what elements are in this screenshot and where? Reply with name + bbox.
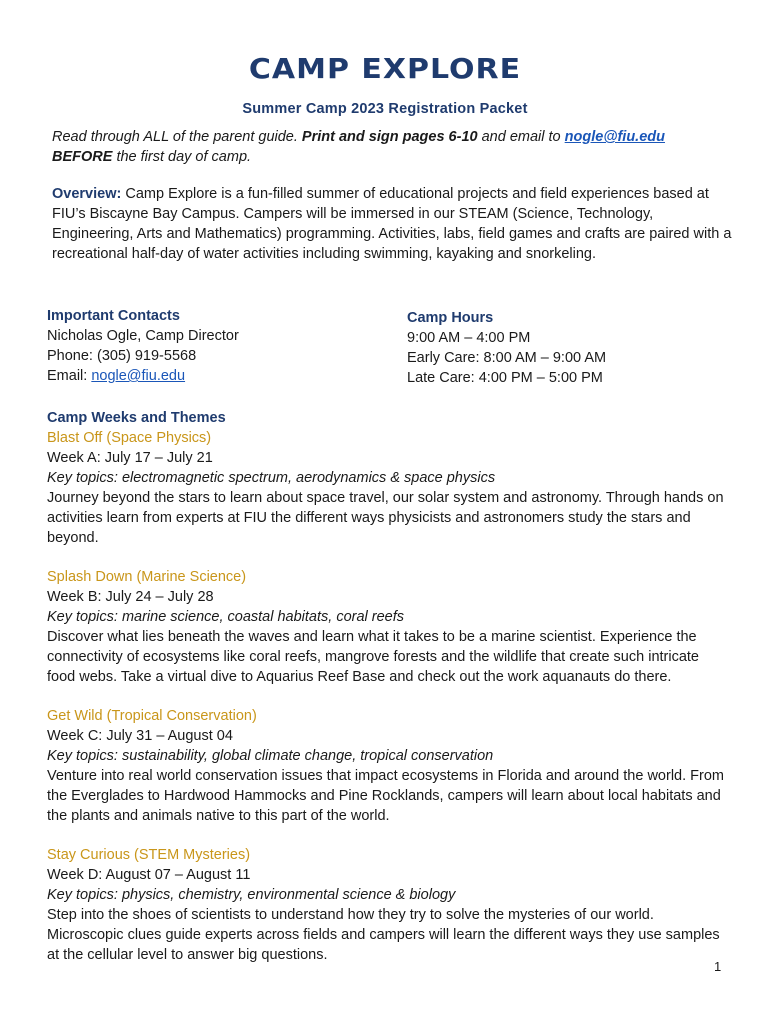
- week-description: Journey beyond the stars to learn about space travel, our solar system and astronomy. Through hands on activities learn from experts at FIU the different ways physicists and astronomers study the stars and beyond.: [47, 490, 724, 546]
- week-dates: Week D: August 07 – August 11: [47, 867, 251, 883]
- week-theme: Get Wild (Tropical Conservation): [47, 708, 257, 724]
- intro-email-link[interactable]: nogle@fiu.edu: [564, 129, 665, 145]
- contacts-heading: Important Contacts: [47, 308, 180, 324]
- contact-email-row: [47, 366, 387, 386]
- intro-instructions: [52, 127, 732, 167]
- week-description: Venture into real world conservation issues that impact ecosystems in Florida and around the world. From the Everglades to Hardwood Hammocks and Pine Rocklands, campers will learn about local habitats and the plants and animals native to this part of the world.: [47, 768, 724, 824]
- week-dates: Week A: July 17 – July 21: [47, 450, 213, 466]
- week-block-a: [47, 428, 727, 548]
- overview-paragraph: [52, 184, 732, 264]
- overview-label: Overview:: [52, 186, 122, 202]
- page-number: 1: [714, 959, 722, 974]
- intro-text-1: Read through ALL of the parent guide.: [52, 129, 302, 145]
- week-description: Step into the shoes of scientists to understand how they try to solve the mysteries of our world. Microscopic clues guide experts across fields and campers will learn the different ways they use samples at the cellular level to answer big questions.: [47, 907, 720, 963]
- hours-heading: Camp Hours: [407, 310, 494, 326]
- intro-text-3: the first day of camp.: [112, 149, 252, 165]
- contact-name: Nicholas Ogle, Camp Director: [47, 328, 239, 344]
- hours-late-care: Late Care: 4:00 PM – 5:00 PM: [407, 370, 603, 386]
- contact-email-label: Email:: [47, 368, 92, 384]
- packet-subtitle: Summer Camp 2023 Registration Packet: [242, 101, 528, 117]
- contact-phone: Phone: (305) 919-5568: [47, 348, 197, 364]
- camp-weeks-section: [47, 408, 727, 984]
- important-contacts: [47, 306, 387, 386]
- week-block-c: [47, 706, 727, 826]
- week-block-b: [47, 567, 727, 687]
- intro-bold-before: BEFORE: [52, 149, 113, 165]
- week-topics: Key topics: physics, chemistry, environmental science & biology: [47, 887, 456, 903]
- week-topics: Key topics: sustainability, global climate change, tropical conservation: [47, 748, 494, 764]
- week-theme: Stay Curious (STEM Mysteries): [47, 847, 251, 863]
- hours-early-care: Early Care: 8:00 AM – 9:00 AM: [407, 350, 607, 366]
- weeks-heading: Camp Weeks and Themes: [47, 410, 226, 426]
- week-topics: Key topics: electromagnetic spectrum, aerodynamics & space physics: [47, 470, 496, 486]
- week-dates: Week C: July 31 – August 04: [47, 728, 233, 744]
- week-dates: Week B: July 24 – July 28: [47, 589, 214, 605]
- intro-text-2: and email to: [477, 129, 565, 145]
- week-theme: Blast Off (Space Physics): [47, 430, 212, 446]
- camp-hours: [407, 308, 727, 388]
- week-theme: Splash Down (Marine Science): [47, 569, 247, 585]
- week-block-d: [47, 845, 727, 965]
- week-topics: Key topics: marine science, coastal habitats, coral reefs: [47, 609, 405, 625]
- camp-logo: CAMP EXPLORE: [248, 53, 522, 86]
- week-description: Discover what lies beneath the waves and learn what it takes to be a marine scientist. Experience the connectivity of ecosystems like coral reefs, mangrove forests and the wildlife that create such intricate food webs. Take a virtual dive to Aquarius Reef Base and check out the work aquanauts do there.: [47, 629, 699, 685]
- overview-text: Camp Explore is a fun-filled summer of educational projects and field experiences based at FIU’s Biscayne Bay Campus. Campers will be immersed in our STEAM (Science, Technology, Engineering, Arts and Mathematics) programming. Activities, labs, field games and crafts are paired with a recreational half-day of water activities including swimming, kayaking and snorkeling.: [52, 186, 732, 262]
- contact-email-link[interactable]: nogle@fiu.edu: [91, 368, 186, 384]
- intro-bold-pages: Print and sign pages 6-10: [301, 129, 478, 145]
- hours-regular: 9:00 AM – 4:00 PM: [407, 330, 531, 346]
